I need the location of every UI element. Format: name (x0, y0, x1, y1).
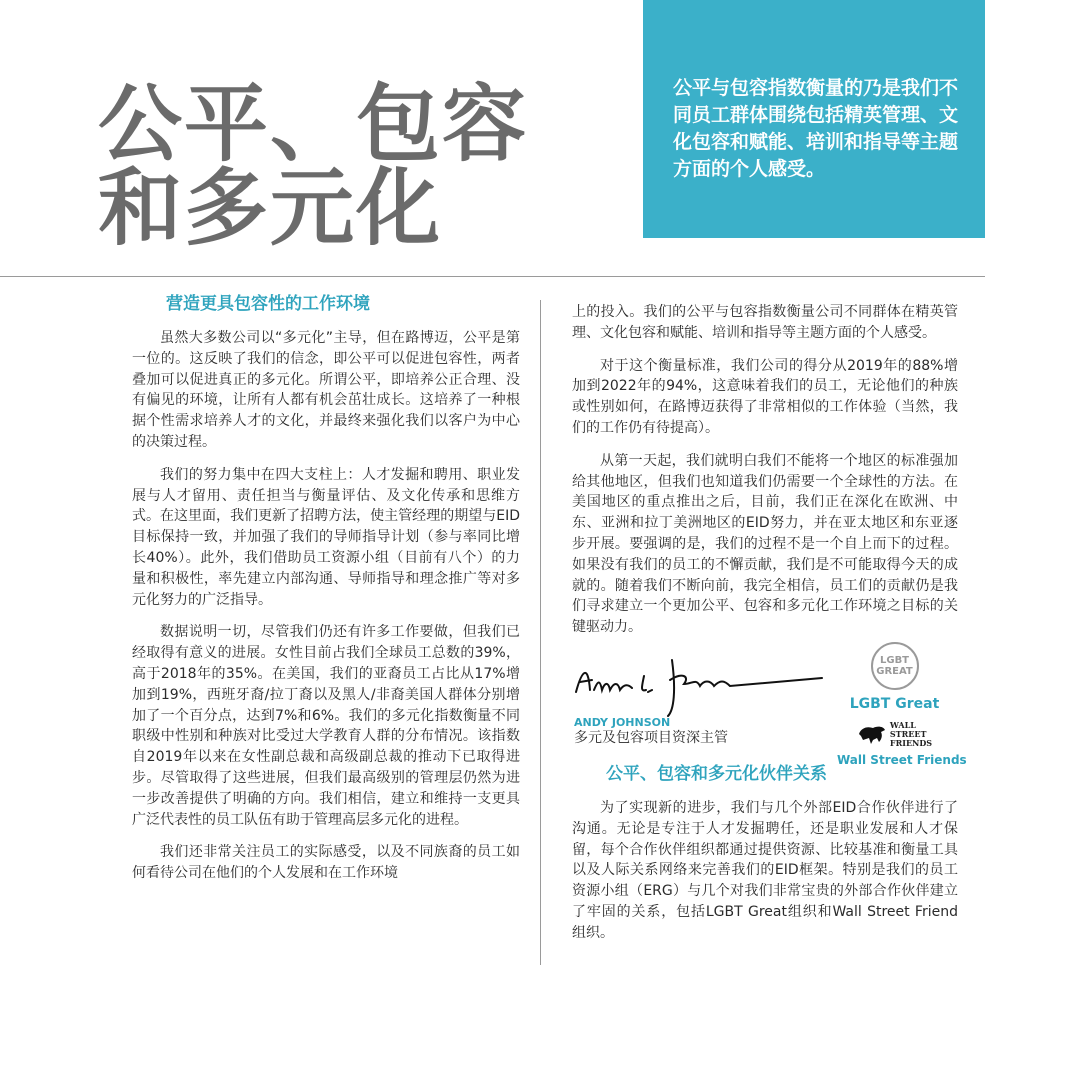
signature-name: ANDY JOHNSON (574, 715, 671, 729)
paragraph: 为了实现新的进步，我们与几个外部EID合作伙伴进行了沟通。无论是专注于人才发掘聘任，还是职业发展和人才保留，每个合作伙伴组织都通过提供资源、比较基准和衡量工具以及人际关系网络来完善我们的EID框架。特别是我们的员工资源小组（ERG）与几个对我们非常宝贵的外部合作伙伴建立了牢固的关系，包括LGBT Great组织和Wall Street Friend组织。 (572, 799, 958, 941)
signature-title: 多元及包容项目资深主管 (574, 729, 728, 746)
partner-logos (837, 642, 967, 771)
title-line-2: 和多元化 (98, 159, 443, 257)
wall-street-friends-label: Wall Street Friends (837, 752, 967, 767)
right-column (572, 302, 967, 956)
ws-mark-line: STREET (889, 728, 927, 739)
lgbt-mark-line2: GREAT (876, 665, 913, 677)
section-heading: 营造更具包容性的工作环境 (166, 294, 370, 314)
title-line-1: 公平、包容 (98, 75, 529, 173)
paragraph: 我们的努力集中在四大支柱上：人才发掘和聘用、职业发展与人才留用、责任担当与衡量评估、及文化传承和思维方式。在这里面，我们更新了招聘方法，使主管经理的期望与EID目标保持一致，并加强了我们的导师指导计划（参与率同比增长40%）。此外，我们借助员工资源小组（目前有八个）的力量和积极性，率先建立内部沟通、导师指导和理念推广等对多元化努力的广泛指导。 (132, 466, 520, 608)
paragraph: 对于这个衡量标准，我们公司的得分从2019年的88%增加到2022年的94%，这意味着我们的员工，无论他们的种族或性别如何，在路博迈获得了非常相似的工作体验（当然，我们的工作仍有待提高）。 (572, 357, 958, 436)
page-title (98, 75, 578, 257)
section-heading-2: 公平、包容和多元化伙伴关系 (606, 763, 827, 784)
horizontal-divider (0, 276, 985, 277)
paragraph: 我们还非常关注员工的实际感受，以及不同族裔的员工如何看待公司在他们的个人发展和在工作环境 (132, 844, 520, 882)
ws-mark-line: FRIENDS (889, 737, 933, 748)
lgbt-great-label: LGBT Great (849, 695, 940, 712)
bull-icon (857, 722, 887, 746)
ws-mark-line: WALL (889, 719, 916, 730)
column-divider (540, 300, 541, 965)
lgbt-mark-line1: LGBT (879, 654, 910, 666)
paragraph: 从第一天起，我们就明白我们不能将一个地区的标准强加给其他地区，但我们也知道我们仍需要一个全球性的方法。在美国地区的重点推出之后，目前，我们正在深化在欧洲、中东、亚洲和拉丁美洲地区的EID努力，并在亚太地区和东亚逐步开展。要强调的是，我们的过程不是一个自上而下的过程。如果没有我们的员工的不懈贡献，我们是不可能取得今天的成就的。随着我们不断向前，我完全相信，员工们的贡献仍是我们寻求建立一个更加公平、包容和多元化工作环境之目标的关键驱动力。 (572, 452, 958, 636)
callout-box (643, 0, 985, 238)
wall-street-friends-logo-icon (837, 721, 952, 748)
paragraph: 上的投入。我们的公平与包容指数衡量公司不同群体在精英管理、文化包容和赋能、培训和指导等主题方面的个人感受。 (572, 304, 958, 341)
left-column (132, 292, 520, 896)
signature-icon (572, 650, 832, 720)
paragraph: 虽然大多数公司以“多元化”主导，但在路博迈，公平是第一位的。这反映了我们的信念，即公平可以促进包容性，两者叠加可以促进真正的多元化。所谓公平，即培养公正合理、没有偏见的环境，让所有人都有机会茁壮成长。这培养了一种根据个性需求培养人才的文化，并最终来强化我们以客户为中心的决策过程。 (132, 330, 520, 450)
paragraph: 数据说明一切，尽管我们仍还有许多工作要做，但我们已经取得有意义的进展。女性目前占我们全球员工总数的39%，高于2018年的35%。在美国，我们的亚裔员工占比从17%增加到19%，西班牙裔/拉丁裔以及黑人/非裔美国人群体分别增加了一个百分点，达到7%和6%。我们的多元化指数衡量不同职级中性别和种族对比受过大学教育人群的分布情况。该指数自2019年以来在女性副总裁和高级副总裁的推动下已取得进步。尽管取得了这些进展，但我们最高级别的管理层仍然为进一步改善提供了明确的方向。我们相信，建立和维持一支更具广泛代表性的员工队伍有助于管理高层多元化的进程。 (132, 624, 520, 828)
callout-text: 公平与包容指数衡量的乃是我们不同员工群体围绕包括精英管理、文化包容和赋能、培训和指导等主题方面的个人感受。 (673, 77, 959, 180)
signature-block (572, 650, 967, 767)
lgbt-great-logo-icon (871, 642, 919, 690)
